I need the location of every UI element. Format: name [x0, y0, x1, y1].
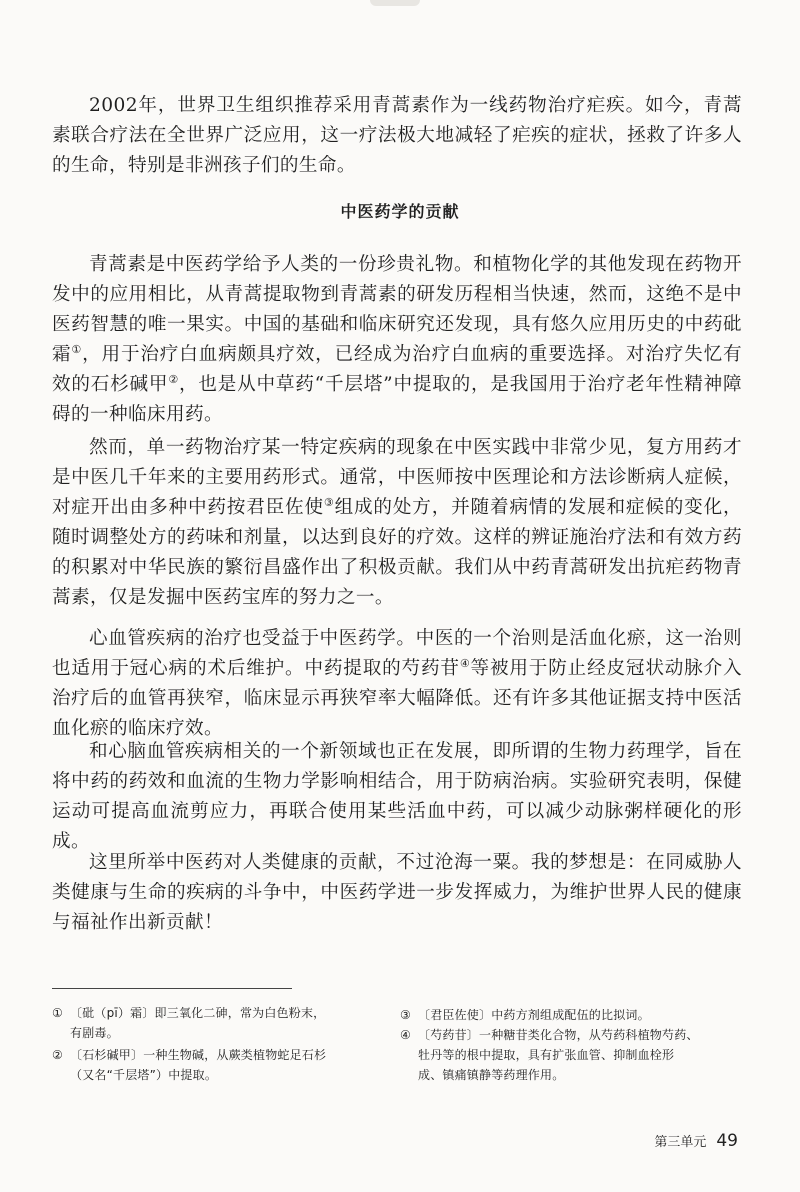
footnote-text: 牡丹等的根中提取，具有扩张血管、抑制血栓形: [418, 1048, 675, 1062]
paragraph-1-text-a: 青蒿素是中医药学给予人类的一份珍贵礼物。和植物化学的其他发现在药物开发中的应用相比，从青蒿提取物到青蒿素的研发历程相当快速，然而，这绝不是中医药智慧的唯一果实。中国的基础和临床研究还发现，具有悠久应用历史的中药砒霜: [52, 254, 742, 365]
paragraph-2-text-a: 然而，单一药物治疗某一特定疾病的现象在中医实践中非常少见，复方用药才是中医几千年来的主要用药形式。通常，中医师按中医理论和方法诊断病人症候，对症开出由多种中药按君臣佐使: [52, 437, 742, 518]
paragraph-3-text-b: 等被用于防止经皮冠状动脉介入治疗后的血管再狭窄，临床显示再狭窄率大幅降低。还有许多其他证据支持中医活血化瘀的临床疗效。: [52, 658, 743, 739]
footnote-text: 〔石杉碱甲〕一种生物碱，从蕨类植物蛇足石杉: [70, 1048, 327, 1062]
footnote-text: 成、镇痛镇静等药理作用。: [418, 1068, 565, 1082]
footnote-number: ②: [52, 1048, 63, 1062]
footnote-ref-1[interactable]: ①: [71, 342, 83, 356]
footnote-3: [400, 1005, 750, 1025]
footnote-1: [52, 1003, 382, 1043]
unit-label: 第三单元: [654, 1135, 707, 1150]
section-title: 中医药学的贡献: [340, 202, 460, 221]
page-footer: [654, 1131, 738, 1151]
footnote-text: 〔君臣佐使〕中药方剂组成配伍的比拟词。: [418, 1008, 650, 1022]
footnote-text: （又名“千层塔”）中提取。: [70, 1068, 218, 1082]
footnote-ref-4[interactable]: ④: [459, 656, 471, 670]
footnote-divider: [52, 988, 292, 989]
footnote-ref-3[interactable]: ③: [323, 495, 335, 509]
paragraph-1-text-b: ，用于治疗白血病颇具疗效，已经成为治疗白血病的重要选择。对治疗失忆有效的石杉碱甲: [52, 344, 742, 395]
paragraph-1: [52, 250, 742, 430]
paragraph-3-text-a: 心血管疾病的治疗也受益于中医药学。中医的一个治则是活血化瘀，这一治则也适用于冠心病的术后维护。中药提取的芍药苷: [52, 628, 742, 679]
footnote-number: ④: [400, 1028, 411, 1042]
footnote-ref-2[interactable]: ②: [168, 372, 179, 386]
footnote-number: ③: [400, 1008, 411, 1022]
footnote-2: [52, 1045, 382, 1085]
footnote-4: [400, 1025, 750, 1085]
footnote-number: ①: [52, 1006, 63, 1020]
paragraph-2: [52, 433, 742, 613]
footnote-text: 〔芍药苷〕一种糖苷类化合物，从芍药科植物芍药、: [418, 1028, 699, 1042]
paragraph-4: 和心脑血管疾病相关的一个新领域也正在发展，即所谓的生物力药理学，旨在将中药的药效和血流的生物力学影响相结合，用于防病治病。实验研究表明，保健运动可提高血流剪应力，再联合使用某些活血中药，可以减少动脉粥样硬化的形成。: [52, 741, 742, 852]
paragraph-1-text-c: ，也是从中草药“千层塔”中提取的，是我国用于治疗老年性精神障碍的一种临床用药。: [52, 374, 743, 425]
page-number: 49: [716, 1131, 738, 1151]
paragraph-2-text-b: 组成的处方，并随着病情的发展和症候的变化，随时调整处方的药味和剂量，以达到良好的疗效。这样的辨证施治疗法和有效方药的积累对中华民族的繁衍昌盛作出了积极贡献。我们从中药青蒿研发出抗疟药物青蒿素，仅是发掘中医药宝库的努力之一。: [52, 497, 742, 608]
footnote-text: 〔砒（pī）霜〕即三氧化二砷，常为白色粉末，: [70, 1006, 326, 1020]
scan-mark: [370, 0, 420, 6]
intro-paragraph: 2002年，世界卫生组织推荐采用青蒿素作为一线药物治疗疟疾。如今，青蒿素联合疗法在全世界广泛应用，这一疗法极大地减轻了疟疾的症状，拯救了许多人的生命，特别是非洲孩子们的生命。: [52, 95, 742, 176]
footnote-text: 有剧毒。: [70, 1026, 119, 1040]
paragraph-3: [52, 624, 742, 744]
paragraph-5: 这里所举中医药对人类健康的贡献，不过沧海一粟。我的梦想是：在同威胁人类健康与生命的疾病的斗争中，中医药学进一步发挥威力，为维护世界人民的健康与福祉作出新贡献！: [52, 852, 742, 933]
